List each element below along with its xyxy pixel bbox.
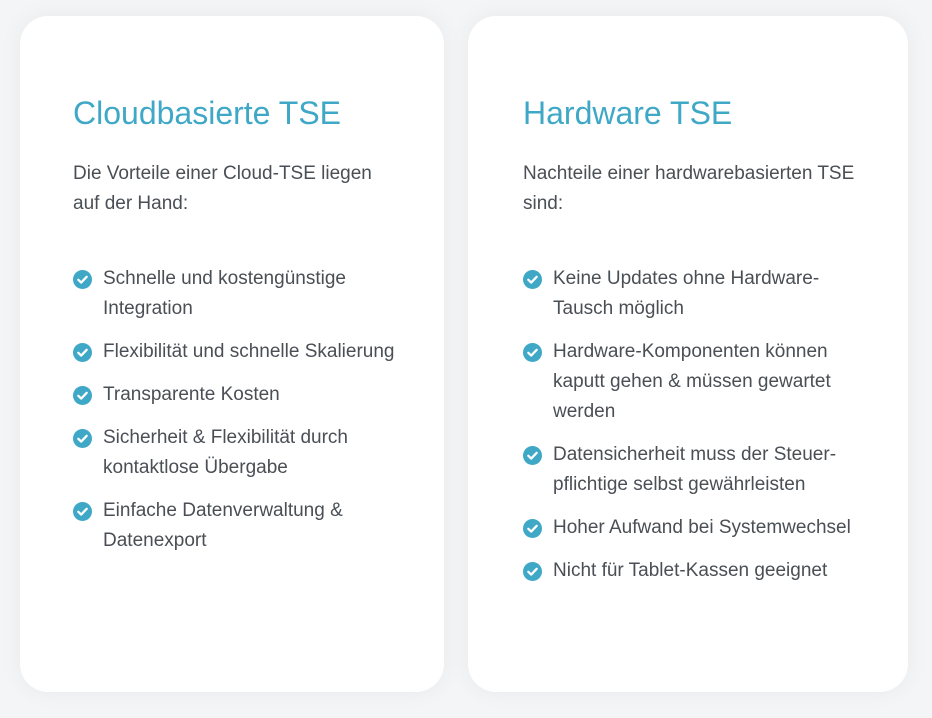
cloud-tse-card	[20, 16, 444, 692]
check-circle-icon	[523, 343, 542, 362]
list-item-text: Transparente Kosten	[103, 384, 280, 405]
list-item	[523, 264, 868, 324]
list-item	[523, 337, 868, 427]
list-item	[73, 337, 403, 367]
card-title: Cloudbasierte TSE	[73, 95, 341, 131]
check-circle-icon	[73, 502, 92, 521]
list-item-text: Nicht für Tablet-Kassen geeignet	[553, 560, 828, 581]
list-item-text: Keine Updates ohne Hardware-Tausch möglich	[553, 268, 820, 319]
card-title: Hardware TSE	[523, 95, 733, 131]
list-item	[73, 380, 403, 410]
list-item-text: Einfache Datenverwaltung & Datenexport	[103, 500, 343, 551]
list-item-text: Sicherheit & Flexibilität durch kontaktlose Übergabe	[103, 427, 348, 478]
list-item-text: Hoher Aufwand bei Systemwechsel	[553, 517, 851, 538]
disadvantages-list	[523, 264, 868, 599]
list-item	[73, 496, 403, 556]
list-item	[73, 264, 403, 324]
list-item-text: Hardware-Komponenten können kaputt gehen & müssen gewartet werden	[553, 341, 831, 422]
list-item	[523, 556, 868, 586]
check-circle-icon	[73, 386, 92, 405]
card-intro: Nachteile einer hardwarebasierten TSE sind:	[523, 163, 855, 214]
hardware-tse-card	[468, 16, 908, 692]
check-circle-icon	[73, 343, 92, 362]
list-item	[523, 440, 868, 500]
check-circle-icon	[523, 519, 542, 538]
check-circle-icon	[73, 270, 92, 289]
list-item-text: Datensicherheit muss der Steuer-pflichtige selbst gewährleisten	[553, 444, 837, 495]
check-circle-icon	[523, 270, 542, 289]
check-circle-icon	[73, 429, 92, 448]
list-item	[523, 513, 868, 543]
list-item-text: Flexibilität und schnelle Skalierung	[103, 341, 395, 362]
list-item-text: Schnelle und kostengünstige Integration	[103, 268, 346, 319]
card-intro: Die Vorteile einer Cloud-TSE liegen auf der Hand:	[73, 163, 372, 214]
check-circle-icon	[523, 446, 542, 465]
list-item	[73, 423, 403, 483]
check-circle-icon	[523, 562, 542, 581]
advantages-list	[73, 264, 403, 569]
